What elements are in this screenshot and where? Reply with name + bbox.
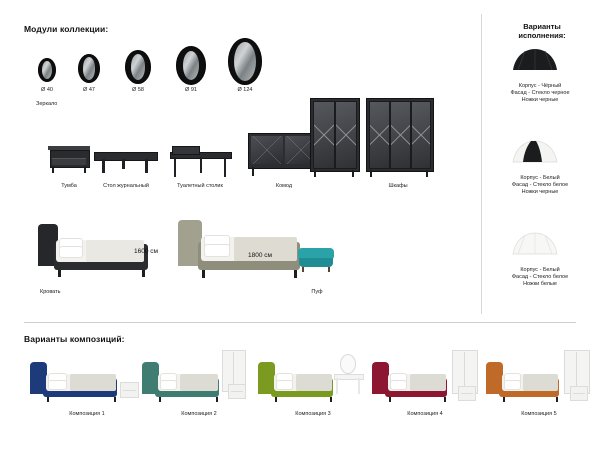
bed-pillow (48, 380, 67, 390)
wardrobe-door (313, 101, 335, 169)
coffee-table-label: Стол журнальный (103, 183, 149, 189)
komod-leg (252, 167, 254, 176)
wardrobe-leg (426, 170, 428, 177)
mirror-frame-icon (38, 58, 56, 82)
fan-swatch-icon (512, 140, 558, 166)
tumba-leg (84, 166, 86, 173)
mirror-40-size: Ø 40 (41, 87, 53, 93)
mirror-47-size: Ø 47 (83, 87, 95, 93)
bed-label: Кровать (40, 289, 61, 295)
coffee-table-leg (145, 159, 148, 173)
composition-2-label: Композиция 2 (181, 411, 217, 417)
wardrobe-door (335, 101, 357, 169)
wardrobes-label: Шкафы (388, 183, 408, 189)
bed-leg (202, 270, 205, 278)
bed-leg (330, 397, 332, 402)
bed-pillow (390, 380, 407, 390)
bed-pillow (504, 380, 521, 390)
nightstand-line (231, 391, 243, 392)
coffee-table-leg (102, 159, 105, 173)
bed-leg (556, 397, 558, 402)
bed-leg (58, 270, 61, 277)
komod-panel-left (251, 136, 283, 164)
finish-black-line1: Корпус - Чёрный (518, 83, 562, 89)
bed-leg (503, 397, 505, 402)
bed-1800-dimension: 1800 см (248, 252, 272, 259)
dressing-table-leg (336, 378, 338, 394)
fan-swatch-icon (512, 48, 558, 74)
bed-pillow (204, 244, 230, 257)
composition-1 (30, 360, 138, 402)
fan-swatch-icon (512, 232, 558, 258)
composition-4-label: Композиция 4 (407, 411, 443, 417)
composition-5 (486, 352, 590, 402)
tumba-leg (52, 166, 54, 173)
dressing-mirror (340, 354, 356, 374)
komod-label: Комод (275, 183, 293, 189)
wardrobe-leg (352, 170, 354, 177)
mirror-glass (131, 54, 146, 80)
finish-white-white-legs-line1: Корпус - Белый (520, 267, 560, 273)
bed-blanket (296, 374, 332, 391)
compositions-section-title: Варианты композиций: (24, 334, 125, 344)
composition-3-label: Композиция 3 (295, 411, 331, 417)
mirror-frame-icon (125, 50, 151, 84)
mirror-58-size: Ø 58 (132, 87, 144, 93)
bed-leg (444, 397, 446, 402)
finish-white-black-legs-line2: Фасад - Стекло белое (511, 182, 569, 188)
mirror-glass (183, 51, 200, 81)
nightstand-line (461, 393, 473, 394)
finish-white-black-legs-swatch (512, 140, 558, 166)
bed-blanket (523, 374, 558, 391)
finish-black-swatch (512, 48, 558, 74)
wardrobe-door (411, 101, 431, 169)
wardrobe-right (366, 98, 432, 178)
finish-white-black-legs-line3: Ножки черные (521, 189, 559, 195)
bed-leg (389, 397, 391, 402)
tumba-label: Тумба (61, 183, 77, 189)
composition-2 (142, 350, 252, 402)
mirror-group-label: Зеркало (36, 101, 58, 107)
puff-leg (302, 267, 304, 272)
mirror-frame-icon (78, 54, 100, 83)
dressing-table-leg (224, 157, 226, 177)
finish-white-black-legs-line1: Корпус - Белый (520, 175, 560, 181)
wardrobe-door (390, 101, 411, 169)
horizontal-divider (24, 322, 576, 323)
finish-white-white-legs-line3: Ножки белые (523, 281, 557, 287)
wardrobe-leg (314, 170, 316, 177)
finish-white-white-legs-swatch (512, 232, 558, 258)
dressing-table-leg (358, 378, 360, 394)
wardrobe-door (369, 101, 390, 169)
nightstand (458, 386, 476, 401)
finish-white-white-legs-line2: Фасад - Стекло белое (511, 274, 569, 280)
nightstand (120, 382, 139, 398)
finish-black-line3: Ножки черные (521, 97, 559, 103)
bed-1800 (178, 220, 300, 280)
dressing-table (170, 146, 230, 178)
mirror-glass (83, 57, 95, 79)
modules-section-title: Модули коллекции: (24, 24, 109, 34)
mirror-glass (234, 42, 256, 81)
tumba-drawer (52, 158, 86, 165)
nightstand (228, 384, 246, 399)
bed-pillow (276, 380, 293, 390)
coffee-table-leg (122, 159, 125, 169)
bed-pillow (160, 380, 177, 390)
bed-leg (142, 270, 145, 277)
nightstand-line (123, 390, 136, 391)
mirror-frame-icon (228, 38, 262, 85)
bed-leg (275, 397, 277, 402)
vertical-divider (481, 14, 482, 314)
wardrobe-leg (370, 170, 372, 177)
puff-side (299, 258, 333, 267)
bed-leg (294, 270, 297, 278)
coffee-table (94, 152, 156, 176)
bed-leg (47, 397, 49, 402)
dressing-table-riser (172, 146, 200, 155)
finishes-section-title-line2: исполнения: (518, 31, 566, 40)
dressing-table-leg (174, 157, 176, 177)
bed-blanket (70, 374, 116, 391)
puff (298, 248, 338, 276)
nightstand-line (573, 393, 585, 394)
mirror-124-size: Ø 124 (237, 87, 253, 93)
finish-black-line2: Фасад - Стекло черное (510, 90, 570, 96)
finishes-section-title-line1: Варианты (523, 22, 561, 31)
bed-leg (114, 397, 116, 402)
bed-leg (159, 397, 161, 402)
wardrobe-left (310, 98, 358, 178)
bed-blanket (410, 374, 446, 391)
bed-pillow (59, 246, 83, 258)
bed-1600-dimension: 1600 см (134, 248, 158, 255)
bed-blanket (180, 374, 218, 391)
nightstand (570, 386, 588, 401)
composition-5-label: Композиция 5 (521, 411, 557, 417)
mirror-glass (42, 61, 52, 79)
dressing-table-label: Туалетный столик (177, 183, 223, 189)
mirror-frame-icon (176, 46, 206, 85)
composition-1-label: Композиция 1 (69, 411, 105, 417)
mirror-91-size: Ø 91 (185, 87, 197, 93)
composition-3 (258, 352, 370, 402)
puff-leg (328, 267, 330, 272)
bed-leg (216, 397, 218, 402)
dressing-table-leg (200, 157, 202, 173)
puff-label: Пуф (311, 289, 323, 295)
composition-4 (372, 352, 482, 402)
bed-1600 (38, 224, 148, 280)
tumba (48, 146, 90, 174)
